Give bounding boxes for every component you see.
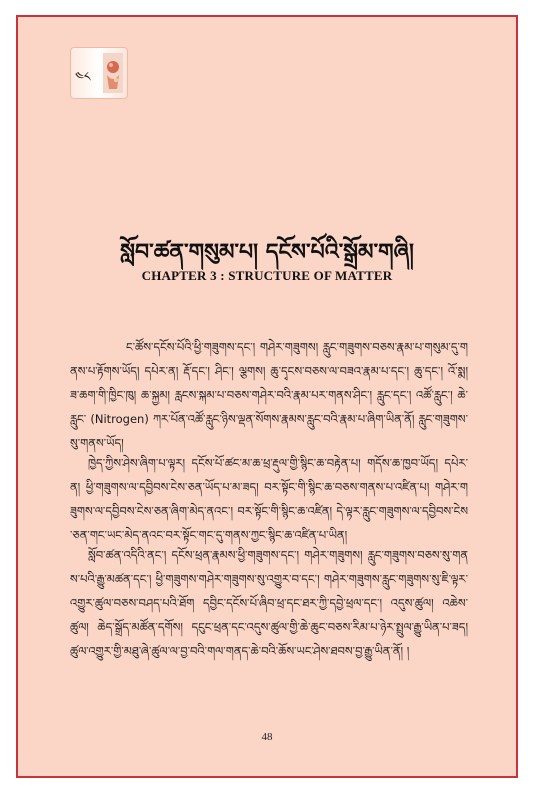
page-number: 48 xyxy=(261,731,273,743)
badge-number: ༤༨ xyxy=(75,70,91,85)
chapter-badge xyxy=(70,47,128,99)
paragraph-2: ཁྱེད་ཀྱིས་ཤེས་ཞིག་པ་ལྟར། དངོས་པོ་ཚང་མ་ཆ་ཕྲ་རྡུལ་གྱི་སྙིང་ཆ་བརྟེན་པ། གདོས་ཆ་ཁྱབ་ཡོད། དཔེར་ན། ཕྱི་གཟུགས་ལ་དབྱིབས་ངེས་ཅན་ཡོད་པ་མ་ཟད། བར་སྟོང་གི་སྙིང་ཆ་བཅས་གནས་པ་འཛིན་པ། གཤེར་གཟུགས་ལ་དབྱིབས་ངེས་ཅན་ཞིག་མེད་ནའང་། བར་སྟོང་གི་སྙིང་ཆ་འཛིན། དེ་ལྟར་རླུང་གཟུགས་ལ་དབྱིབས་ངེས་ཅན་གང་ཡང་མེད་ནའང་བར་སྟོང་གང་དུ་གནས་ཀྱང་སྙིང་ཆ་འཛིན་པ་ཡིན། xyxy=(70,456,468,542)
chapter-title-english: CHAPTER 3 : STRUCTURE OF MATTER xyxy=(141,268,393,283)
paragraph-3: སློབ་ཚན་འདིའི་ནང་། དངོས་ཕྲན་རྣམས་ཕྱི་གཟུགས་དང་། གཤེར་གཟུགས། རླུང་གཟུགས་བཅས་སུ་གནས་པའི་རྒྱུ་མཚན་དང་། ཕྱི་གཟུགས་གཤེར་གཟུགས་སུ་འགྱུར་བ་དང་། གཤེར་གཟུགས་རླུང་གཟུགས་སུ་ཇི་ལྟར་འགྱུར་ཚུལ་བཅས་བཤད་པའི་ཐོག དབྱིང་དངོས་པོ་ཞིབ་ཕྲ་དང་ཐར་ཀྱི་དབྱེ་ཕྲལ་དང་། འདུས་ཚུལ། འཆེས་ཚུལ། ཆེད་སྒྲོད་མཚོན་དགོས། དངུང་ཕྲན་དང་འདུས་ཚུལ་གྱི་ཆེ་ཆུང་བཅས་རིམ་པ་ཉེར་སྤྲུལ་རྒྱུ་ཡིན་པ་ཟད། ཚུལ་འགྱུར་གྱི་མཐུ་ཞེ་ཚུལ་ལ་བྱ་བའི་གལ་གནད་ཆེ་བའི་ཆོས་ཡང་ཤེས་ཐབས་བྱ་རྒྱུ་ཡིན་ནོ། ། xyxy=(70,548,468,658)
paragraph-1: ང་ཚོས་དངོས་པོའི་ཕྱི་གཟུགས་དང་། གཤེར་གཟུགས། རླུང་གཟུགས་བཅས་རྣམ་པ་གསུམ་དུ་གནས་པ་རྟོགས་ཡོད། དཔེར་ན། རྡོ་དང་། ཤིང་། ལྕགས། ཆུ་དྭངས་བཅས་ལ་བཟའ་རྣམ་པ་དང་། ཆུ་དང་། འོ་སྨ། ཟ་ཆག་གི་ཁྱིང་ཁུ། ཆ་སྐྱམ། རླངས་སྐམ་པ་བཅས་གཤེར་བའི་རྣམ་པར་གནས་ཤིང་། རླུང་དང་། འཚོ་རླུང་། ཆེ་རླུང་ (Nitrogen) ཀར་པོན་འཚོ་རླུང་ཉིས་ལྡན་སོགས་རྣམས་རླུང་བའི་རྣམ་པ་ཞིག་ཡིན་ནོ། རླུང་གཟུགས་སུ་གནས་ཡོད། xyxy=(70,340,468,450)
chapter-illustration-icon xyxy=(103,53,123,93)
page-frame xyxy=(16,15,518,778)
chapter-title-tibetan: སློབ་ཚན་གསུམ་པ། དངོས་པོའི་སྒྲོམ་གཞི། xyxy=(120,240,414,265)
